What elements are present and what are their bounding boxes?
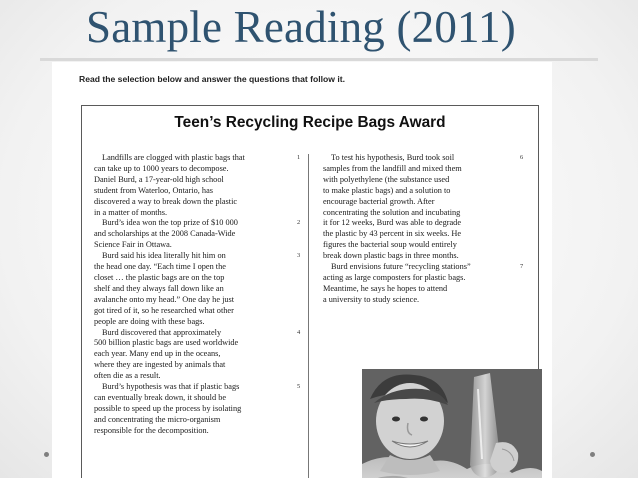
slide-bullet-left [44,452,49,457]
paragraph-line: in a matter of months. [94,207,168,217]
paragraph-line: Burd’s hypothesis was that if plastic bags [102,382,240,392]
paragraph-line: the plastic by 43 percent in six weeks. He [323,229,462,239]
paragraph-line: samples from the landfill and mixed them [323,163,462,173]
article-box [81,105,539,478]
paragraph-line: Burd envisions future “recycling stations” [331,262,471,272]
paragraph-line: Landfills are clogged with plastic bags that [102,153,245,162]
paragraph-line: closet … the plastic bags are on the top [94,272,225,282]
student-photo [362,369,542,478]
paragraph-line: where they are ingested by animals that [94,360,226,370]
paragraph-line: with polyethylene (the substance used [323,174,450,184]
paragraph-number: 2 [297,219,301,227]
paragraph-line: each year. Many end up in the oceans, [94,349,221,359]
paragraph-line: avalanche onto my head.” One day he just [94,294,235,304]
paragraph-number: 1 [297,154,301,161]
paragraph-number: 6 [520,154,524,161]
column-divider [308,154,309,478]
paragraph-line: shelf and they always fall down like an [94,283,224,293]
left-column [94,153,301,437]
paragraph-line: Daniel Burd, a 17-year-old high school [94,174,224,184]
paragraph-number: 5 [297,383,301,391]
slide-bullet-right [590,452,595,457]
paragraph-line: Science Fair in Ottawa. [94,240,172,250]
paragraph-line: often die as a result. [94,371,161,381]
paragraph-line: discovered a way to break down the plastic [94,196,238,206]
paragraph [94,251,301,327]
paragraph-line: To test his hypothesis, Burd took soil [331,153,455,162]
slide-title: Sample Reading (2011) [86,2,516,52]
paragraph-line: Burd discovered that approximately [102,327,222,337]
paragraph-line: and scholarships at the 2008 Canada-Wide [94,229,236,239]
title-divider [40,58,598,61]
paragraph-line: responsible for the decomposition. [94,425,209,435]
paragraph-number: 4 [297,328,301,336]
instruction-text: Read the selection below and answer the questions that follow it. [79,74,345,84]
paragraph-line: and concentrating the micro-organism [94,414,221,424]
paragraph [94,327,301,383]
paragraph-line: people are doing with these bags. [94,316,205,326]
paragraph [94,153,301,218]
article-title: Teen’s Recycling Recipe Bags Award [174,114,446,131]
paragraph-line: encourage bacterial growth. After [323,196,435,206]
paragraph-line: Burd’s idea won the top prize of $10 000 [102,218,238,228]
paragraph-line: got tired of it, so he researched what other [94,305,234,315]
paragraph [94,382,301,437]
paragraph-line: to make plastic bags) and a solution to [323,185,451,195]
paragraph-line: it for 12 weeks, Burd was able to degrade [323,218,462,228]
paragraph-line: a university to study science. [323,294,420,304]
paragraph-line: can eventually break down, it should be [94,392,227,402]
student-photo-image [362,369,542,478]
paragraph-line: the head one day. “Each time I open the [94,262,226,272]
paragraph-line: break down plastic bags in three months. [323,251,459,261]
paragraph-number: 7 [520,263,524,271]
paragraph-line: possible to speed up the process by isolating [94,403,242,413]
paragraph [323,262,524,306]
paragraph-line: Meantime, he says he hopes to attend [323,283,448,293]
paragraph-line: Burd said his idea literally hit him on [102,251,226,261]
paragraph-line: figures the bacterial soup would entirely [323,240,457,250]
paragraph-line: student from Waterloo, Ontario, has [94,185,213,195]
paragraph-number: 3 [297,252,301,260]
paragraph-line: 500 billion plastic bags are used worldwide [94,338,239,348]
paragraph [94,218,301,251]
right-column [323,153,524,306]
reading-sheet [52,62,552,478]
paragraph-line: can take up to 1000 years to decompose. [94,163,229,173]
paragraph [323,153,524,262]
paragraph-line: acting as large composters for plastic bags. [323,272,466,282]
paragraph-line: concentrating the solution and incubating [323,207,461,217]
